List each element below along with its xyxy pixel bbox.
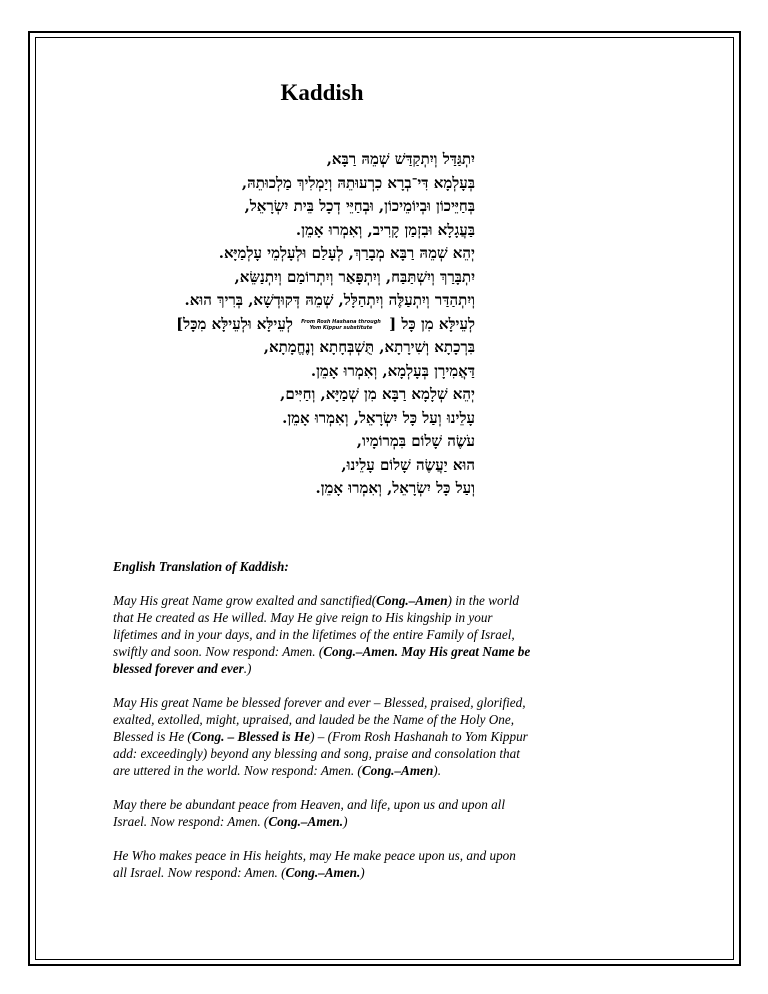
congregation-response: Cong.–Amen [376,593,448,608]
hebrew-line: יִתְגַּדַּל וְיִתְקַדַּשׁ שְׁמֵהּ רַבָּא, [326,150,475,168]
text-run: ) in the world that He created as He willed. May He give reign to His kingship in your lifetimes and in your days, and in the lifetimes of the entire Family of Israel, swiftly and soon. Now respond: Amen. ( [113,593,519,659]
congregation-response: Cong.–Amen. [268,814,344,829]
hebrew-line: יִתְבָּרַךְ וְיִשְׁתַּבַּח, וְיִתְפָּאַר וְיִתְרוֹמַם וְיִתְנַשֵּׂא, [234,267,475,286]
text-run: ) – (From Rosh Hashanah to Yom Kippur add: exceedingly) beyond any blessing and song, praise and consolation that are uttered in the world. Now respond: Amen. ( [113,729,528,778]
text-run: He Who makes peace in His heights, may He make peace upon us, and upon all Israel. Now respond: Amen. ( [113,848,516,880]
congregation-response: Cong.–Amen [361,763,434,778]
text-run: May His great Name grow exalted and sanctified( [113,593,377,608]
translation-heading: English Translation of Kaddish: [113,559,289,574]
hebrew-line: יְהֵא שְׁלָמָא רַבָּא מִן שְׁמַיָּא, וְחַיִּים, [280,385,475,403]
text-run: May His great Name be blessed forever and ever – Blessed, praised, glorified, exalted, extolled, might, upraised, and lauded be the Name of the Holy One, Blessed is He ( [113,695,526,744]
hebrew-line: בְּחַיֵּיכוֹן וּבְיוֹמֵיכוֹן, וּבְחַיֵּי דְכָל בֵּית יִשְׂרָאֵל, [244,197,475,215]
translation-paragraph [113,796,533,830]
translation-paragraph [113,694,533,779]
english-translation [113,558,533,898]
hebrew-line: וְיִתְהַדַּר וְיִתְעַלֶּה וְיִתְהַלָּל, שְׁמֵהּ דְּקוּדְשָׁא, בְּרִיךְ הוּא. [184,291,475,309]
text-run: ) [343,814,348,829]
note-line: From Rosh Hashana through [301,318,381,325]
text-run: May there be abundant peace from Heaven, and life, upon us and upon all Israel. Now respond: Amen. ( [113,797,506,829]
hebrew-line: בְּעָלְמָא דִּי־בְרָא כִרְעוּתֵהּ וְיַמְלִיךְ מַלְכוּתֵהּ, [241,173,475,192]
hebrew-fragment: לְעֵילָּא מִן כָּל [ [389,314,475,333]
text-run: .) [243,661,252,676]
text-run: ). [433,763,441,778]
hebrew-fragment: לְעֵילָּא וּלְעֵילָּא מִכָּל] [176,314,293,333]
hebrew-line: בַּעֲגָלָא וּבִזְמַן קָרִיב, וְאִמְרוּ אָמֵן. [295,220,475,239]
hebrew-line: דַּאֲמִירָן בְּעָלְמָא, וְאִמְרוּ אָמֵן. [310,361,475,380]
text-run: ) [360,865,365,880]
substitution-note [301,319,381,331]
hebrew-line: הוּא יַעֲשֶׂה שָׁלוֹם עָלֵינוּ, [341,455,475,474]
hebrew-line: עֹשֶׂה שָׁלוֹם בִּמְרוֹמָיו, [356,432,475,450]
congregation-response: Cong. – Blessed is He [191,729,311,744]
translation-paragraph [113,847,533,881]
hebrew-line: בִּרְכָתָא וְשִׁירָתָא, תֻּשְׁבְּחָתָא וְנֶחֱמָתָא, [263,338,475,356]
page-title: Kaddish [280,80,364,105]
congregation-response: Cong.–Amen. [285,865,361,880]
note-line: Yom Kippur substitute [309,324,373,331]
hebrew-line: עָלֵינוּ וְעַל כָּל יִשְׂרָאֵל, וְאִמְרוּ אָמֵן. [282,408,475,427]
hebrew-line: וְעַל כָּל יִשְׂרָאֵל, וְאִמְרוּ אָמֵן. [315,479,475,497]
hebrew-line: יְהֵא שְׁמֵהּ רַבָּא מְבָרַךְ, לְעָלַם וּלְעָלְמֵי עָלְמַיָּא. [218,244,475,262]
hebrew-prayer-text [100,148,475,501]
translation-paragraph [113,592,533,677]
hebrew-line-with-note [100,313,475,337]
congregation-response: Cong.–Amen. May His great Name be blessed forever and ever [113,644,531,676]
